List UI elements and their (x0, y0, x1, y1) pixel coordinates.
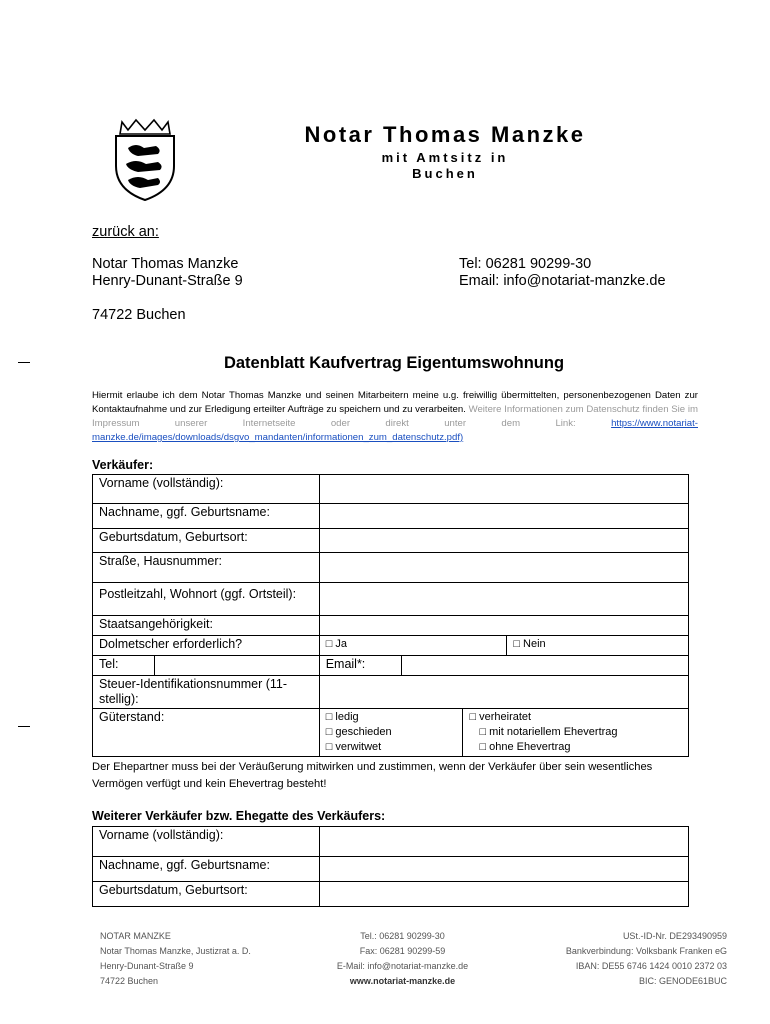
seller-heading: Verkäufer: (92, 458, 154, 472)
return-label: zurück an: (92, 224, 159, 240)
notarieller-ehevertrag-checkbox[interactable]: □ mit notariellem Ehevertrag (479, 726, 618, 738)
seller-gueterstand-label: Güterstand: (93, 709, 320, 757)
ledig-checkbox[interactable]: □ ledig (325, 711, 359, 723)
address-city: 74722 Buchen (92, 307, 186, 323)
footer-street: Henry-Dunant-Straße 9 (100, 961, 194, 971)
seller2-vorname-label: Vorname (vollständig): (93, 827, 320, 857)
ohne-ehevertrag-checkbox[interactable]: □ ohne Ehevertrag (479, 741, 571, 753)
footer-website[interactable]: www.notariat-manzke.de (349, 976, 456, 986)
privacy-consent (92, 389, 698, 445)
seller-staat-field[interactable] (319, 616, 688, 636)
footer-tel: Tel.: 06281 90299-30 (360, 931, 445, 941)
gueterstand-options-left (319, 709, 463, 757)
consent-grey-text: Weitere Informationen zum Datenschutz finden Sie im Impressum unserer Internetseite oder direkt unter dem Link: (92, 404, 698, 429)
document-title: Datenblatt Kaufvertrag Eigentumswohnung (223, 354, 565, 372)
privacy-link[interactable]: https://www.notariat-manzke.de/images/downloads/dsgvo_mandanten/informationen_zum_datenschutz.pdf) (92, 418, 698, 443)
seller2-vorname-field[interactable] (319, 827, 688, 857)
seller-geburt-label: Geburtsdatum, Geburtsort: (93, 529, 320, 553)
seller-staat-label: Staatsangehörigkeit: (93, 616, 320, 636)
seller-strasse-field[interactable] (319, 553, 688, 583)
coat-of-arms-logo (108, 118, 182, 202)
fold-mark (18, 362, 30, 363)
seller-strasse-label: Straße, Hausnummer: (93, 553, 320, 583)
seller2-geburt-field[interactable] (319, 882, 688, 907)
seller2-heading: Weiterer Verkäufer bzw. Ehegatte des Verkäufers: (92, 809, 386, 823)
verwitwet-checkbox[interactable]: □ verwitwet (325, 741, 382, 753)
seller-nachname-field[interactable] (319, 504, 688, 529)
address-street: Henry-Dunant-Straße 9 (92, 273, 243, 289)
footer-notary: Notar Thomas Manzke, Justizrat a. D. (100, 946, 251, 956)
seller-nachname-label: Nachname, ggf. Geburtsname: (93, 504, 320, 529)
seller-steuer-label: Steuer-Identifikationsnummer (11-stellig): (93, 676, 320, 709)
geschieden-checkbox[interactable]: □ geschieden (325, 726, 392, 738)
seller2-form-table (92, 826, 689, 907)
seller-email-label: Email*: (319, 656, 401, 676)
footer-ustid: USt.-ID-Nr. DE293490959 (622, 931, 727, 941)
gueterstand-options-right (463, 709, 689, 757)
footer-email[interactable]: E-Mail: info@notariat-manzke.de (336, 961, 469, 971)
consent-text: Hiermit erlaube ich dem Notar Thomas Manzke und seinen Mitarbeitern meine u.g. freiwillig übermittelten, personenbezogenen Daten zur Kontaktaufnahme und zur Erledigung erteilter Aufträge zu speichern und zu verarbeiten. (92, 390, 698, 415)
footer-fax: Fax: 06281 90299-59 (359, 946, 446, 956)
seller-geburt-field[interactable] (319, 529, 688, 553)
footer-iban: IBAN: DE55 6746 1424 0010 2372 03 (575, 961, 727, 971)
address-name: Notar Thomas Manzke (92, 256, 239, 272)
seller-email-field[interactable] (401, 656, 688, 676)
dolmetscher-nein-checkbox[interactable]: □ Nein (507, 636, 689, 656)
seller2-geburt-label: Geburtsdatum, Geburtsort: (93, 882, 320, 907)
footer-address (100, 929, 251, 989)
verheiratet-checkbox[interactable]: □ verheiratet (469, 711, 532, 723)
seller-steuer-field[interactable] (319, 676, 688, 709)
address-email: Email: info@notariat-manzke.de (459, 273, 666, 289)
footer-bic: BIC: GENODE61BUC (638, 976, 727, 986)
footer-bank-name: Bankverbindung: Volksbank Franken eG (565, 946, 727, 956)
seller2-nachname-label: Nachname, ggf. Geburtsname: (93, 857, 320, 882)
seller-form-table (92, 474, 689, 757)
notary-subtitle-2: Buchen (412, 166, 478, 181)
seller-vorname-field[interactable] (319, 475, 688, 504)
seller-vorname-label: Vorname (vollständig): (93, 475, 320, 504)
footer-city: 74722 Buchen (100, 976, 159, 986)
seller-plz-field[interactable] (319, 583, 688, 616)
seller-dolmetscher-label: Dolmetscher erforderlich? (93, 636, 320, 656)
spouse-note: Der Ehepartner muss bei der Veräußerung mitwirken und zustimmen, wenn der Verkäufer über sein wesentliches Vermögen verfügt und kein Ehevertrag besteht! (92, 761, 653, 790)
footer-contact (300, 929, 505, 989)
notary-subtitle-1: mit Amtsitz in (381, 150, 509, 165)
fold-mark (18, 726, 30, 727)
dolmetscher-ja-checkbox[interactable]: □ Ja (319, 636, 507, 656)
notary-name-title: Notar Thomas Manzke (304, 122, 586, 147)
seller-plz-label: Postleitzahl, Wohnort (ggf. Ortsteil): (93, 583, 320, 616)
seller-tel-field[interactable] (154, 656, 319, 676)
footer-bank (505, 929, 727, 989)
seller2-nachname-field[interactable] (319, 857, 688, 882)
address-tel: Tel: 06281 90299-30 (459, 256, 592, 272)
footer-firm: NOTAR MANZKE (100, 931, 171, 941)
seller-tel-label: Tel: (93, 656, 155, 676)
